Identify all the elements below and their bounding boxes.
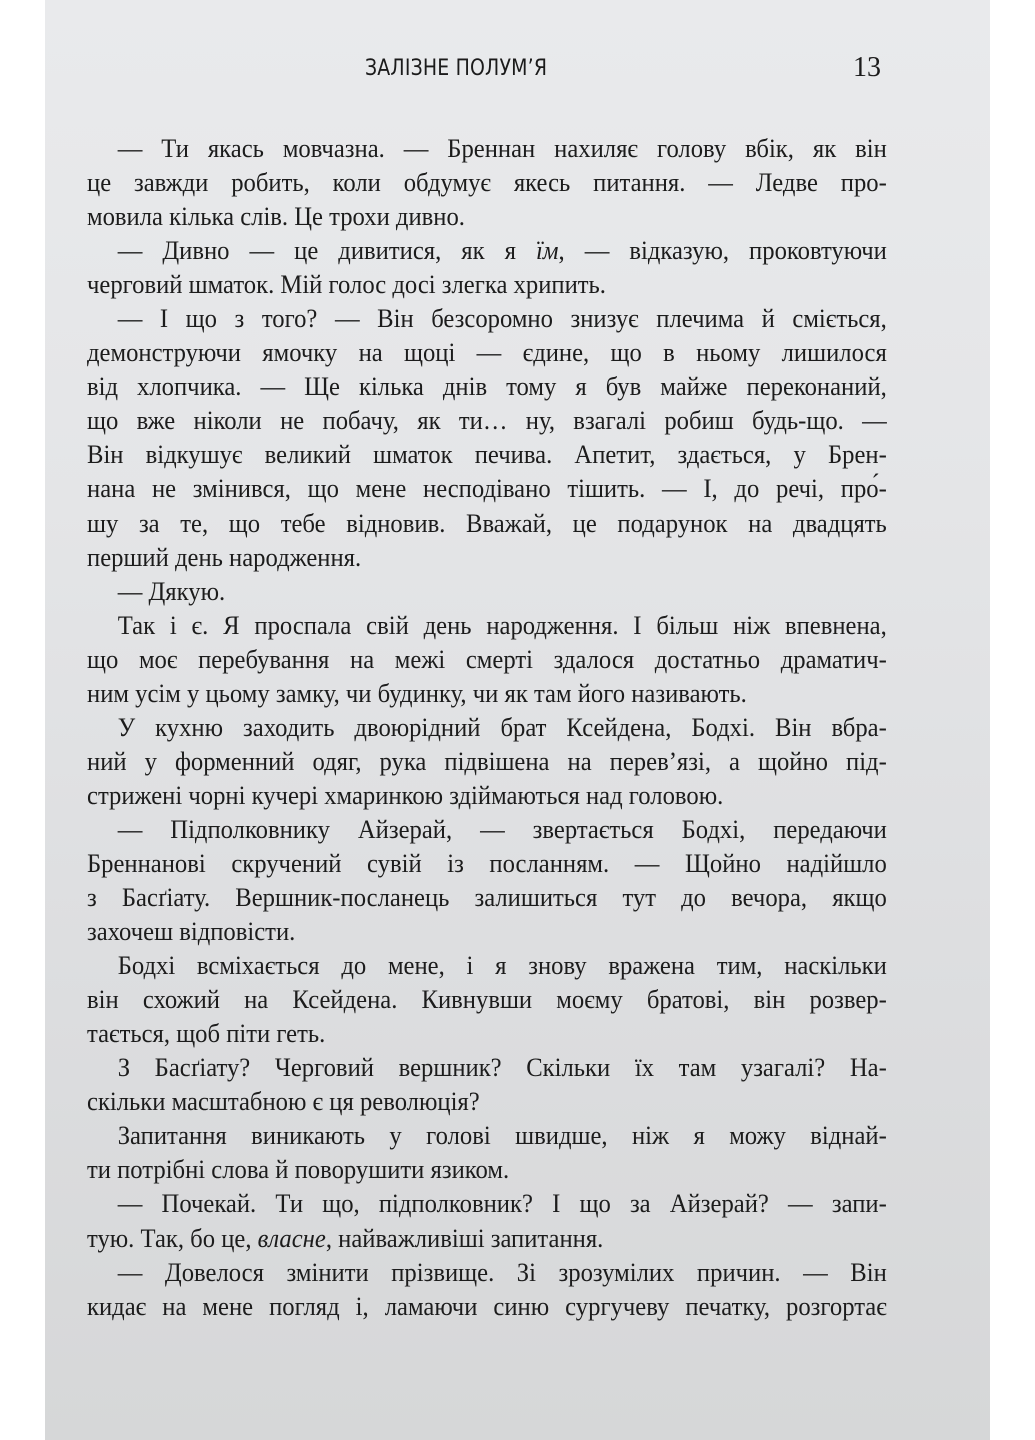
book-title: ЗАЛІЗНЕ ПОЛУМ’Я xyxy=(365,56,548,81)
text-line: — І що з того? — Він безсоромно знизує плечима й сміється, xyxy=(117,303,887,334)
body-text xyxy=(87,131,887,1323)
text-line: стрижені чорні кучері хмаринкою здіймаються над головою. xyxy=(87,779,724,810)
emphasized-text: їм xyxy=(535,235,559,266)
text-line: — Дякую. xyxy=(117,575,226,606)
text-segment: — Дивно — це дивитися, як я xyxy=(117,235,536,266)
text-line: захочеш відповісти. xyxy=(87,916,296,947)
text-line: ним усім у цьому замку, чи будинку, чи як там його називають. xyxy=(87,677,747,708)
text-line: — Почекай. Ти що, підполковник? І що за Айзерай? — запи- xyxy=(117,1188,887,1219)
text-line: Бодхі всміхається до мене, і я знову вражена тим, наскільки xyxy=(117,950,887,981)
text-line: — Довелося змінити прізвище. Зі зрозумілих причин. — Він xyxy=(117,1256,887,1287)
text-line: Бреннанові скручений сувій із посланням. — Щойно надійшло xyxy=(87,847,887,878)
text-line: демонструючи ямочку на щоці — єдине, що в ньому лишилося xyxy=(87,337,887,368)
text-line: з Басґіату. Вершник-посланець залишиться тут до вечора, якщо xyxy=(87,882,887,913)
text-line: скільки масштабною є ця революція? xyxy=(87,1086,480,1117)
text-line: ний у форменний одяг, рука підвішена на перев’язі, а щойно під- xyxy=(87,745,887,776)
text-line xyxy=(87,233,887,267)
text-line: перший день народження. xyxy=(87,541,362,572)
text-line: що вже ніколи не побачу, як ти… ну, взагалі робиш будь-що. — xyxy=(87,405,887,436)
text-line: черговий шматок. Мій голос досі злегка хрипить. xyxy=(87,269,606,300)
text-line xyxy=(87,1221,887,1255)
text-segment: , — відказую, проковтуючи xyxy=(558,235,887,266)
text-line: це завжди робить, коли обдумує якесь питання. — Ледве про- xyxy=(87,167,887,198)
book-page xyxy=(45,0,990,1440)
running-header xyxy=(45,52,990,92)
emphasized-text: власне xyxy=(257,1222,326,1253)
text-line: мовила кілька слів. Це трохи дивно. xyxy=(87,201,465,232)
text-line: кидає на мене погляд і, ламаючи синю сургучеву печатку, розгортає xyxy=(87,1290,887,1321)
text-line: шу за те, що тебе відновив. Вважай, це подарунок на двадцять xyxy=(87,507,887,538)
text-line: Запитання виникають у голові швидше, ніж я можу віднай- xyxy=(117,1120,887,1151)
text-line: ти потрібні слова й поворушити язиком. xyxy=(87,1154,510,1185)
text-line: З Басґіату? Черговий вершник? Скільки їх там узагалі? На- xyxy=(117,1052,887,1083)
text-line: що моє перебування на межі смерті здалося достатньо драматич- xyxy=(87,643,887,674)
text-segment: , найважливіші запитання. xyxy=(325,1222,604,1253)
text-line: Так і є. Я проспала свій день народження. І більш ніж впевнена, xyxy=(117,609,887,640)
text-line: від хлопчика. — Ще кілька днів тому я був майже переконаний, xyxy=(87,371,887,402)
text-line: він схожий на Ксейдена. Кивнувши моєму братові, він розвер- xyxy=(87,984,887,1015)
page-number: 13 xyxy=(853,52,881,83)
text-segment: тую. Так, бо це, xyxy=(87,1222,258,1253)
text-line: Він відкушує великий шматок печива. Апетит, здається, у Брен- xyxy=(87,439,887,470)
text-line: — Ти якась мовчазна. — Бреннан нахиляє голову вбік, як він xyxy=(117,133,887,163)
text-line: нана не змінився, що мене несподівано тішить. — І, до речі, про́- xyxy=(87,473,887,504)
text-line: тається, щоб піти геть. xyxy=(87,1018,326,1049)
text-line: У кухню заходить двоюрідний брат Ксейдена, Бодхі. Він вбра- xyxy=(117,711,887,742)
text-line: — Підполковнику Айзерай, — звертається Бодхі, передаючи xyxy=(117,813,887,844)
